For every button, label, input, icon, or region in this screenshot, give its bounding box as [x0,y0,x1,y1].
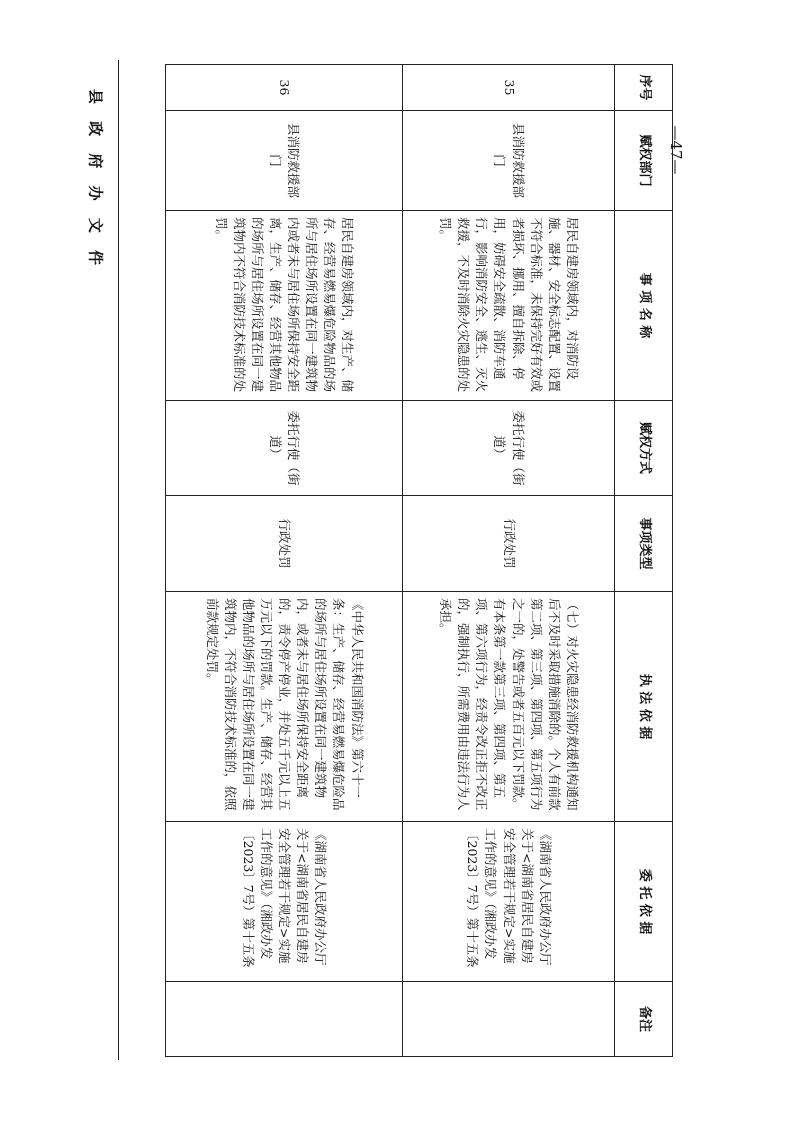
cell-mode: 委托行使（街道） [166,401,403,496]
header-rule [118,60,119,1060]
cell-type: 行政处罚 [166,496,403,592]
table-row [166,65,403,1057]
table-row [402,65,614,1057]
col-header-note: 备注 [615,982,673,1057]
cell-department: 县消防救援部门 [402,111,614,211]
cell-law: （七）对火灾隐患经消防救援机构通知后不及时采取措施消除的。个人有前款第二项、第三项、第四项、第五项行为之一的，处警告或者五百元以下罚款。有本条第一款第三项、第四项、第五项、第六项行为，经责令改正拒不改正的，强制执行，所需费用由违法行为人承担。 [402,592,614,822]
cell-type: 行政处罚 [402,496,614,592]
cell-department: 县消防救援部门 [166,111,403,211]
cell-no: 35 [402,65,614,111]
authorization-table [165,64,673,1057]
table-header-row [615,65,673,1057]
page-number-text: —47— [667,125,685,175]
cell-item: 居民自建房领域内，对消防设施、器材、安全标志配置、设置不符合标准，未保持完好有效或者损坏、挪用、擅自拆除、停用，妨碍安全疏散、消防车通行，影响消防安全、逃生、灭火救援，不及时消除火灾隐患的处罚。 [402,211,614,401]
col-header-type: 事项类型 [615,496,673,592]
table-container [165,64,673,1056]
cell-no: 36 [166,65,403,111]
cell-note [166,982,403,1057]
cell-law: 《中华人民共和国消防法》第六十一条：生产、储存、经营易燃易爆危险品的场所与居住场所设置在同一建筑物内，或者未与居住场所保持安全距离的，责令停产停业，并处五千元以上五万元以下的罚款。生产、储存、经营其他物品的场所与居住场所设置在同一建筑物内，不符合消防技术标准的，依照前款规定处罚。 [166,592,403,822]
cell-note [402,982,614,1057]
col-header-basis: 委 托 依 据 [615,822,673,982]
col-header-department: 赋权部门 [615,111,673,211]
col-header-law: 执 法 依 据 [615,592,673,822]
running-header [86,88,106,272]
col-header-no: 序号 [615,65,673,111]
header-title: 县 政 府 办 文 件 [86,88,105,272]
cell-mode: 委托行使（街道） [402,401,614,496]
cell-item: 居民自建房领域内，对生产、储存、经营易燃易爆危险物品的场所与居住场所设置在同一建筑物内或者未与居住场所保持安全距离，生产、储存、经营其他物品的场所与居住场所设置在同一建筑物内不符合消防技术标准的处罚。 [166,211,403,401]
col-header-mode: 赋权方式 [615,401,673,496]
cell-basis: 《湖南省人民政府办公厅关于<湖南省居民自建房安全管理若干规定>实施工作的意见》（湘政办发〔2023〕7号）第十五条 [402,822,614,982]
cell-basis: 《湖南省人民政府办公厅关于<湖南省居民自建房安全管理若干规定>实施工作的意见》（湘政办发〔2023〕7号）第十五条 [166,822,403,982]
col-header-item: 事 项 名 称 [615,211,673,401]
